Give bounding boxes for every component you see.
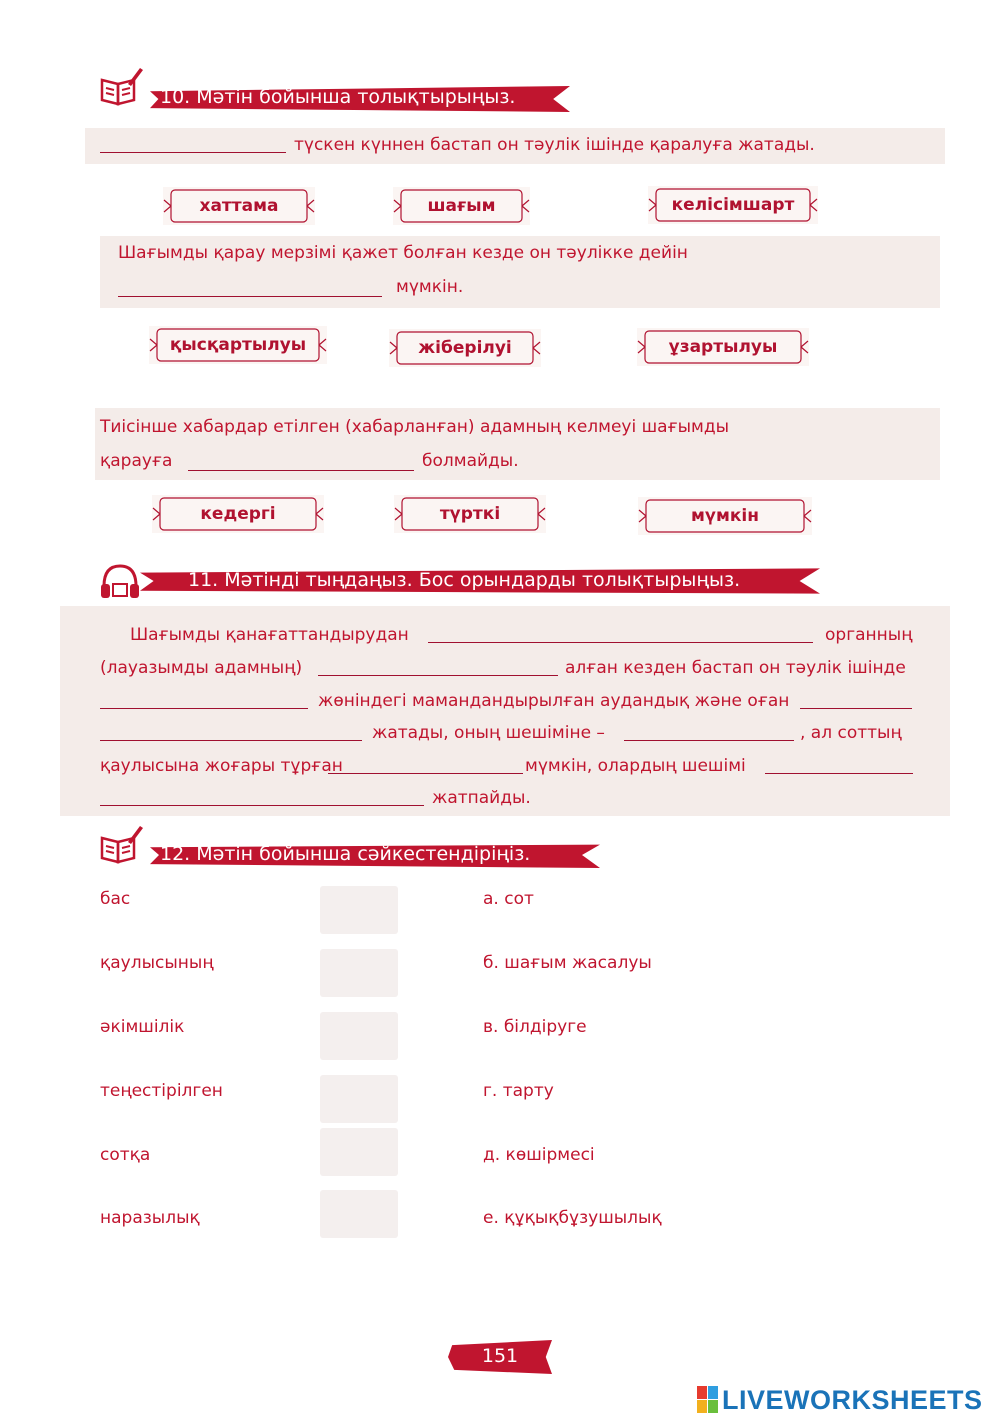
q2-option-2[interactable]: [389, 329, 541, 367]
q2-option-2-label: жіберілуі: [418, 338, 512, 358]
s11-blank-8[interactable]: [765, 773, 913, 774]
match-answer-box-1[interactable]: [320, 886, 398, 934]
match-left-2: қаулысының: [100, 953, 214, 973]
q3-option-1[interactable]: [152, 495, 324, 533]
match-right-2: б. шағым жасалуы: [483, 953, 652, 973]
match-answer-box-5[interactable]: [320, 1128, 398, 1176]
q3-line1: Тиісінше хабардар етілген (хабарланған) адамның келмеуі шағымды: [100, 417, 730, 437]
q2-option-3[interactable]: [637, 328, 809, 366]
s11-line1-a: Шағымды қанағаттандырудан: [130, 625, 409, 645]
match-left-5: сотқа: [100, 1145, 151, 1165]
match-right-6: е. құқықбұзушылық: [483, 1208, 662, 1228]
headphones-icon: [98, 560, 142, 602]
section10-heading: 10. Мәтін бойынша толықтырыңыз.: [160, 86, 516, 108]
match-answer-box-4[interactable]: [320, 1075, 398, 1123]
match-right-5: д. көшірмесі: [483, 1145, 595, 1165]
liveworksheets-logo-icon: [697, 1386, 719, 1414]
q3-option-3[interactable]: [638, 497, 812, 535]
q1-option-3-label: келісімшарт: [671, 195, 795, 215]
q1-option-2[interactable]: [393, 187, 530, 225]
q2-blank[interactable]: [118, 296, 382, 297]
s11-blank-6[interactable]: [624, 740, 794, 741]
s11-line5-b: мүмкін, олардың шешімі: [525, 756, 746, 776]
s11-line1-b: органның: [825, 625, 913, 645]
q3-option-3-label: мүмкін: [691, 506, 759, 526]
q2-line1: Шағымды қарау мерзімі қажет болған кезде он тәулікке дейін: [118, 243, 688, 263]
s11-blank-5[interactable]: [100, 740, 362, 741]
s11-line2-b: алған кезден бастап он тәулік ішінде: [565, 658, 906, 678]
q2-option-3-label: ұзартылуы: [668, 337, 778, 357]
q1-option-3[interactable]: [648, 186, 818, 224]
match-answer-box-3[interactable]: [320, 1012, 398, 1060]
section12-heading: 12. Мәтін бойынша сәйкестендіріңіз.: [160, 843, 531, 865]
s11-line4-b: , ал соттың: [800, 723, 902, 743]
match-answer-box-6[interactable]: [320, 1190, 398, 1238]
s11-line3-a: жөніндегі мамандандырылған аудандық және оған: [318, 691, 790, 711]
s11-blank-2[interactable]: [318, 675, 558, 676]
q2-line2: мүмкін.: [396, 277, 464, 297]
s11-blank-9[interactable]: [100, 805, 424, 806]
q1-option-1-label: хаттама: [199, 196, 279, 216]
section11-heading: 11. Мәтінді тыңдаңыз. Бос орындарды толықтырыңыз.: [188, 569, 741, 591]
liveworksheets-brand[interactable]: LIVEWORKSHEETS: [722, 1385, 983, 1415]
q3-blank[interactable]: [188, 470, 414, 471]
s11-line5-a: қаулысына жоғары тұрған: [100, 756, 343, 776]
match-right-3: в. білдіруге: [483, 1017, 587, 1037]
s11-blank-7[interactable]: [328, 773, 523, 774]
q3-line2-suffix: болмайды.: [422, 451, 519, 471]
q3-option-2-label: түрткі: [439, 504, 501, 524]
q3-option-2[interactable]: [394, 495, 546, 533]
match-left-1: бас: [100, 889, 131, 909]
q1-option-2-label: шағым: [427, 196, 496, 216]
match-right-4: г. тарту: [483, 1081, 554, 1101]
match-left-4: теңестірілген: [100, 1081, 223, 1101]
q3-line2-prefix: қарауға: [100, 451, 173, 471]
book-pen-icon: [98, 66, 144, 108]
s11-line2-a: (лауазымды адамның): [100, 658, 303, 678]
s11-blank-4[interactable]: [800, 708, 912, 709]
s11-line6-a: жатпайды.: [432, 788, 531, 808]
q2-option-1[interactable]: [149, 326, 327, 364]
book-pen-icon: [98, 824, 144, 866]
q1-option-1[interactable]: [163, 187, 315, 225]
q2-option-1-label: қысқартылуы: [169, 335, 307, 355]
q1-blank[interactable]: [100, 152, 286, 153]
page-number: 151: [481, 1345, 519, 1367]
q3-option-1-label: кедергі: [200, 504, 276, 524]
match-left-3: әкімшілік: [100, 1017, 185, 1037]
s11-blank-3[interactable]: [100, 708, 308, 709]
match-right-1: а. сот: [483, 889, 534, 909]
match-left-6: наразылық: [100, 1208, 200, 1228]
match-answer-box-2[interactable]: [320, 949, 398, 997]
s11-line4-a: жатады, оның шешіміне –: [372, 723, 605, 743]
q1-text: түскен күннен бастап он тәулік ішінде қаралуға жатады.: [294, 135, 815, 155]
s11-blank-1[interactable]: [428, 642, 813, 643]
